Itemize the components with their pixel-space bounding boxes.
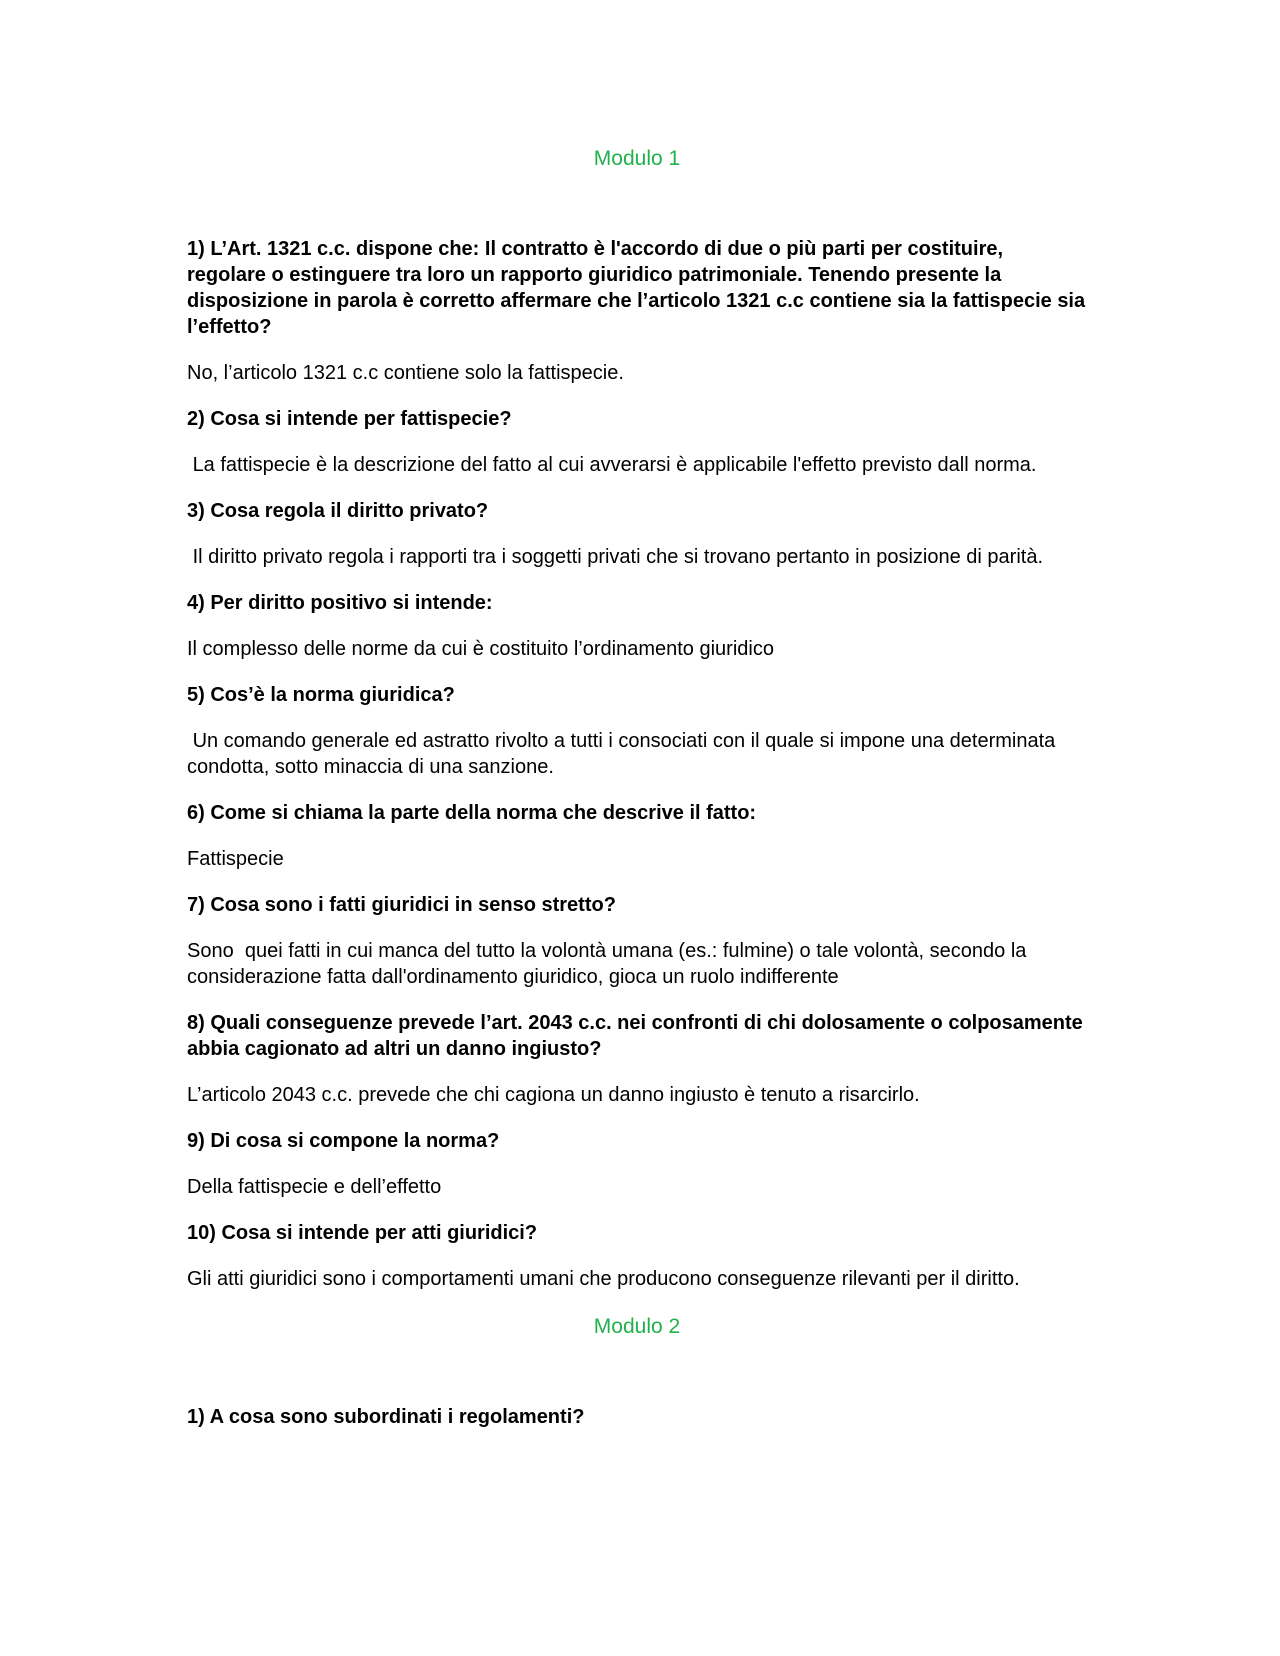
answer: No, l’articolo 1321 c.c contiene solo la fattispecie. bbox=[187, 362, 624, 384]
qa-item bbox=[187, 682, 1087, 780]
question: 3) Cosa regola il diritto privato? bbox=[187, 500, 489, 522]
qa-item bbox=[187, 1128, 1087, 1200]
qa-item bbox=[187, 800, 1087, 872]
qa-item bbox=[187, 590, 1087, 662]
question: 2) Cosa si intende per fattispecie? bbox=[187, 408, 512, 430]
question: 7) Cosa sono i fatti giuridici in senso stretto? bbox=[187, 894, 616, 916]
answer: Fattispecie bbox=[187, 848, 284, 870]
answer: La fattispecie è la descrizione del fatto al cui avverarsi è applicabile l'effetto previsto dall norma. bbox=[187, 454, 1037, 476]
module-1-section bbox=[187, 236, 1087, 1292]
answer: Il diritto privato regola i rapporti tra i soggetti privati che si trovano pertanto in posizione di parità. bbox=[187, 546, 1044, 568]
qa-item bbox=[187, 406, 1087, 478]
answer: Il complesso delle norme da cui è costituito l’ordinamento giuridico bbox=[187, 638, 774, 660]
qa-item bbox=[187, 1404, 1087, 1430]
question: 8) Quali conseguenze prevede l’art. 2043 c.c. nei confronti di chi dolosamente o colposamente abbia cagionato ad altri un danno ingiusto? bbox=[187, 1012, 1083, 1060]
document-content bbox=[187, 144, 1087, 1450]
question: 6) Come si chiama la parte della norma che descrive il fatto: bbox=[187, 802, 757, 824]
answer: L’articolo 2043 c.c. prevede che chi cagiona un danno ingiusto è tenuto a risarcirlo. bbox=[187, 1084, 920, 1106]
qa-item bbox=[187, 892, 1087, 990]
answer: Gli atti giuridici sono i comportamenti umani che producono conseguenze rilevanti per il diritto. bbox=[187, 1268, 1020, 1290]
answer: Della fattispecie e dell’effetto bbox=[187, 1176, 442, 1198]
qa-item bbox=[187, 1010, 1087, 1108]
module-1-title: Modulo 1 bbox=[593, 147, 681, 170]
answer: Sono quei fatti in cui manca del tutto la volontà umana (es.: fulmine) o tale volontà, secondo la considerazione fatta dall'ordinamento giuridico, gioca un ruolo indifferente bbox=[187, 940, 1032, 988]
qa-item bbox=[187, 1220, 1087, 1292]
question: 10) Cosa si intende per atti giuridici? bbox=[187, 1222, 538, 1244]
qa-item bbox=[187, 498, 1087, 570]
question: 4) Per diritto positivo si intende: bbox=[187, 592, 493, 614]
question: 1) A cosa sono subordinati i regolamenti? bbox=[187, 1406, 585, 1428]
answer: Un comando generale ed astratto rivolto a tutti i consociati con il quale si impone una determinata condotta, sotto minaccia di una sanzione. bbox=[187, 730, 1061, 778]
question: 1) L’Art. 1321 c.c. dispone che: Il contratto è l'accordo di due o più parti per costituire, regolare o estinguere tra loro un rapporto giuridico patrimoniale. Tenendo presente la disposizione in parola è corretto affermare che l’articolo 1321 c.c contiene sia la fattispecie sia l’effetto? bbox=[187, 238, 1086, 338]
question: 9) Di cosa si compone la norma? bbox=[187, 1130, 500, 1152]
question: 5) Cos’è la norma giuridica? bbox=[187, 684, 455, 706]
module-2-title: Modulo 2 bbox=[593, 1315, 681, 1338]
module-2-section bbox=[187, 1404, 1087, 1430]
qa-item bbox=[187, 236, 1087, 386]
